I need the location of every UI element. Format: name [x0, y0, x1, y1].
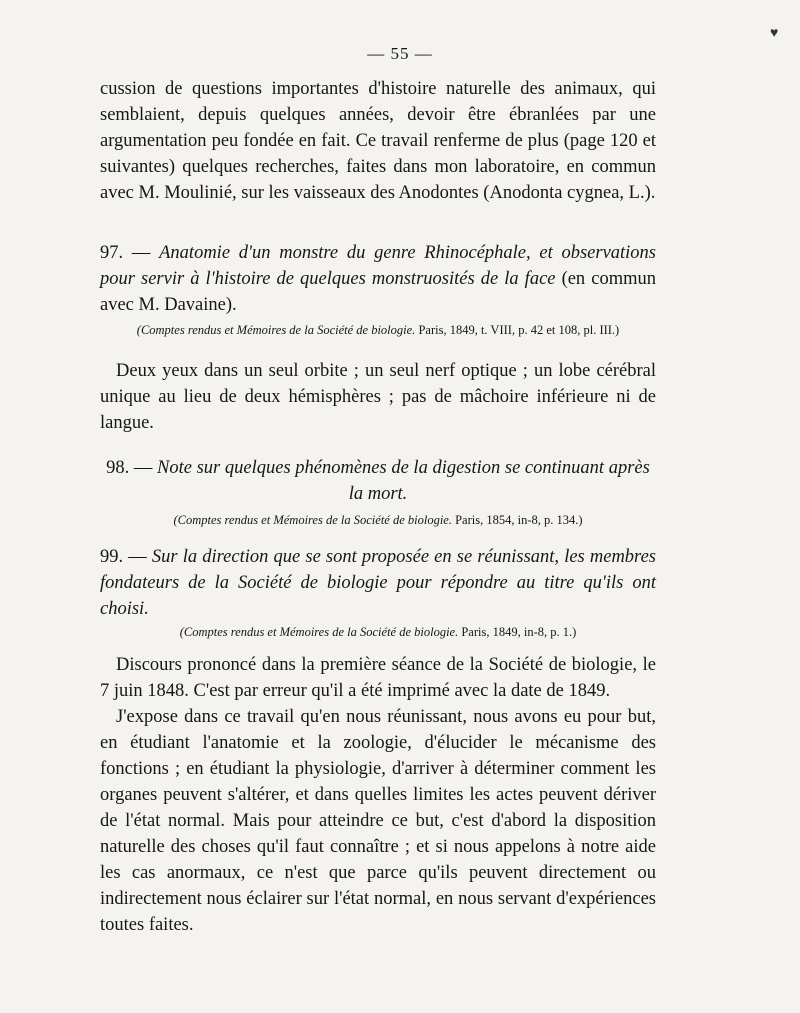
entry-99-citation-details: Paris, 1849, in-8, p. 1.) [461, 625, 577, 639]
entry-99-citation [100, 624, 656, 640]
entry-97-heading [100, 240, 656, 318]
entry-98-heading [100, 455, 656, 507]
entry-98-citation [100, 512, 656, 528]
entry-99-heading [100, 544, 656, 622]
page-number: — 55 — [367, 44, 433, 63]
entry-99-citation-source: (Comptes rendus et Mémoires de la Société de biologie. [179, 625, 459, 639]
entry-97-citation-details: Paris, 1849, t. VIII, p. 42 et 108, pl. III.) [418, 323, 620, 337]
entry-97-description: Deux yeux dans un seul orbite ; un seul nerf optique ; un lobe cérébral unique au lieu de deux hémisphères ; pas de mâchoire inférieure ni de langue. [100, 361, 656, 433]
intro-paragraph: cussion de questions importantes d'histoire naturelle des animaux, qui semblaient, depuis quelques années, devoir être ébranlées par une argumentation peu fondée en fait. Ce travail renferme de plus (page 120 et suivantes) quelques recherches, faites dans mon laboratoire, en commun avec M. Moulinié, sur les vaisseaux des Anodontes (Anodonta cygnea, L.). [100, 79, 656, 203]
entry-97-number: 97. — [100, 243, 151, 263]
entry-99-title: Sur la direction que se sont proposée en se réunissant, les membres fondateurs de la Société de biologie pour répondre au titre qu'ils ont choisi. [100, 547, 656, 619]
entry-97-suffix: (en commun avec M. Davaine). [100, 269, 656, 315]
entry-99-description: Discours prononcé dans la première séance de la Société de biologie, le 7 juin 1848. C'est par erreur qu'il a été imprimé avec la date de 1849. [100, 655, 656, 701]
corner-mark: ♥ [770, 26, 779, 41]
entry-98-title: Note sur quelques phénomènes de la digestion se continuant après la mort. [157, 458, 650, 504]
entry-98-citation-details: Paris, 1854, in-8, p. 134.) [455, 513, 583, 527]
entry-99-number: 99. — [100, 547, 147, 567]
entry-97-title: Anatomie d'un monstre du genre Rhinocéphale, et observations pour servir à l'histoire de quelques monstruosités de la face [100, 243, 657, 289]
entry-98-citation-source: (Comptes rendus et Mémoires de la Société de biologie. [173, 513, 452, 527]
entry-98-number: 98. — [106, 458, 153, 478]
entry-99-discussion: J'expose dans ce travail qu'en nous réunissant, nous avons eu pour but, en étudiant l'anatomie et la zoologie, d'élucider le mécanisme des fonctions ; en étudiant la physiologie, d'arriver à déterminer comment les organes peuvent s'altérer, et dans quelles limites les actes peuvent dériver de l'état normal. Mais pour atteindre ce but, c'est d'abord la disposition naturelle des choses qu'il faut connaître ; et si nous appelons à notre aide les cas anormaux, ce n'est que parce qu'ils peuvent directement ou indirectement nous éclairer sur l'état normal, en nous servant d'expériences toutes faites. [100, 707, 656, 935]
entry-97-citation [100, 322, 656, 338]
entry-97-citation-source: (Comptes rendus et Mémoires de la Société de biologie. [136, 323, 416, 337]
